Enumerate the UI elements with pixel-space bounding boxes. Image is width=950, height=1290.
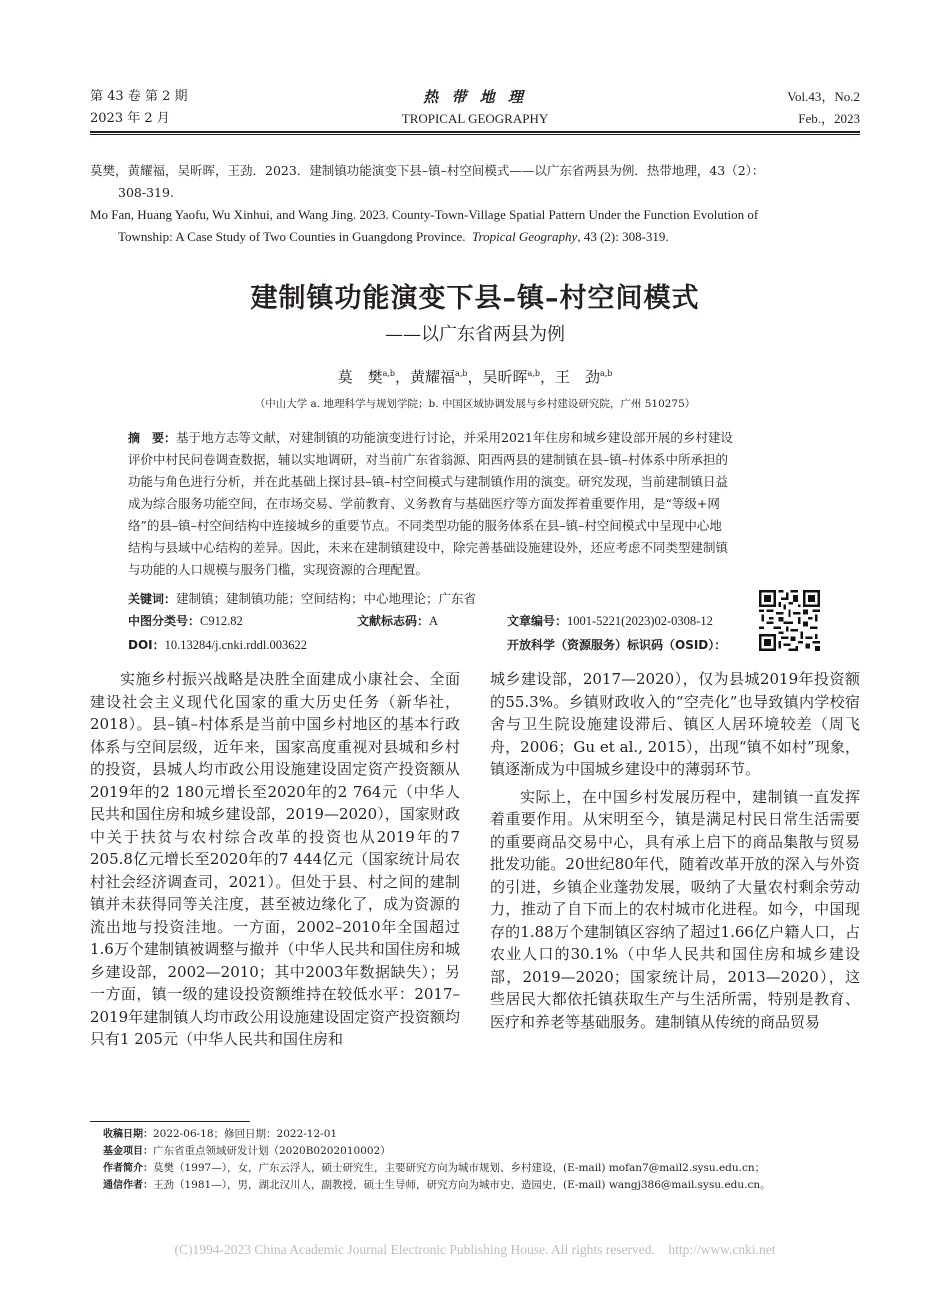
article-title: 建制镇功能演变下县–镇–村空间模式 [250, 283, 700, 314]
footnote-rule [90, 1121, 250, 1122]
abstract-line: 结构与县域中心结构的差异。因此，未来在建制镇建设中，除完善基础设施建设外，还应考虑不同类型建制镇 [128, 540, 729, 555]
doc-value: A [429, 614, 439, 628]
author-2 [410, 368, 467, 386]
body-paragraph: 城乡建设部，2017—2020），仅为县城2019年投资额的55.3%。乡镇财政收入的“空壳化”也导致镇内学校宿舍与卫生院设施建设滞后、镇区人居环境较差（周飞舟，2006；Gu et al., 2015），出现“镇不如村”现象，镇逐渐成为中国城乡建设中的薄弱环节。 [490, 670, 860, 778]
clc-value: C912.82 [200, 614, 243, 628]
doi-value: 10.13284/j.cnki.rddl.003622 [164, 638, 307, 652]
author-name: 王 劲 [554, 368, 600, 386]
corresponding-label: 通信作者： [103, 1180, 153, 1191]
article-no-label: 文章编号： [507, 614, 568, 628]
author-sup: a,b [455, 369, 468, 378]
body-paragraph: 实施乡村振兴战略是决胜全面建成小康社会、全面建设社会主义现代化国家的重大历史任务（新华社，2018）。县–镇–村体系是当前中国乡村地区的基本行政体系与空间层级，近年来，国家高度重视对县城和乡村的投资，县城人均市政公用设施建设固定资产投资额从2019年的2 180元增长至2020年的2 764元（中华人民共和国住房和城乡建设部，2019—2020），国家财政中关于扶贫与农村综合改革的投资也从2019年的7 205.8亿元增长至2020年的7 444亿元（国家统计局农村社会经济调查司，2021）。但处于县、村之间的建制镇并未获得同等关注度，甚至被边缘化了，成为资源的流出地与投资洼地。一方面，2002–2010年全国超过1.6万个建制镇被调整与撤并（中华人民共和国住房和城乡建设部，2002—2010；其中2003年数据缺失）；另一方面，镇一级的建设投资额维持在较低水平：2017–2019年建制镇人均市政公用设施建设固定资产投资额均只有1 205元（中华人民共和国住房和 [90, 670, 460, 1048]
doi-label: DOI： [128, 638, 165, 652]
citation-en [90, 204, 865, 248]
abstract-line [128, 427, 828, 449]
body-paragraph: 实际上，在中国乡村发展历程中，建制镇一直发挥着重要作用。从宋明至今，镇是满足村民日常生活需要的重要商品交易中心，具有承上启下的商品集散与贸易批发功能。20世纪80年代，随着改革开放的深入与外资的引进，乡镇企业蓬勃发展，吸纳了大量农村剩余劳动力，推动了自下而上的农村城市化进程。如今，中国现存的1.88万个建制镇区容纳了超过1.66亿户籍人口，占农业人口的30.1%（中华人民共和国住房和城乡建设部，2019—2020；国家统计局，2013—2020），这些居民大都依托镇获取生产与生活所需，特别是教育、医疗和养老等基础服务。建制镇从传统的商品贸易 [490, 787, 860, 1031]
author-separator: ， [467, 368, 483, 386]
keywords-label: 关键词： [128, 592, 177, 606]
issue-date-cn: 2023 年 2 月 [90, 111, 170, 126]
author-3 [483, 368, 540, 386]
received-label: 收稿日期： [103, 1129, 153, 1140]
author-1 [338, 368, 395, 386]
abstract-line: 成为综合服务功能空间，在市场交易、学前教育、义务教育与基础医疗等方面发挥着重要作用，是“等级+网 [128, 496, 720, 511]
abstract-line: 功能与角色进行分析，并在此基础上探讨县–镇–村空间模式与建制镇作用的演变。研究发现，当前建制镇日益 [128, 474, 729, 489]
author-sup: a,b [599, 369, 613, 378]
author-separator: ， [395, 368, 411, 386]
keywords [128, 588, 476, 610]
article-number [507, 610, 713, 632]
affiliation: （中山大学 a. 地理科学与规划学院；b. 中国区域协调发展与乡村建设研究院，广州 510275） [254, 398, 696, 410]
copyright-line: (C)1994-2023 China Academic Journal Electronic Publishing House. All rights reserved. http://www.cnki.net [174, 1242, 776, 1257]
journal-name-cn: 热 带 地 理 [423, 88, 527, 106]
footnote-author [103, 1160, 873, 1177]
clc-label: 中图分类号： [128, 614, 201, 628]
header-rule-top [90, 131, 860, 133]
author-info-label: 作者简介： [103, 1163, 153, 1174]
footnote-fund [103, 1143, 873, 1160]
author-separator: ， [539, 368, 555, 386]
article-subtitle: ——以广东省两县为例 [385, 324, 565, 345]
citation-cn-line2: 308-319. [118, 185, 174, 200]
author-name: 莫 樊 [337, 368, 383, 386]
received-value: 2022-06-18；修回日期：2022-12-01 [153, 1128, 338, 1140]
abstract-label: 摘 要： [128, 431, 177, 445]
header-rule-bottom [90, 134, 860, 135]
citation-en-line1: Mo Fan, Huang Yaofu, Wu Xinhui, and Wang Jing. 2023. County-Town-Village Spatial Pattern Under the Function Evolution of [90, 207, 759, 222]
author-info-value: 莫樊（1997—），女，广东云浮人，硕士研究生，主要研究方向为城市规划、乡村建设，(E-mail) mofan7@mail2.sysu.edu.cn； [153, 1162, 766, 1174]
author-4 [555, 368, 612, 386]
volume-issue: 第 43 卷 第 2 期 [90, 89, 188, 104]
author-sup: a,b [382, 369, 396, 378]
footnote-received [103, 1126, 873, 1143]
citation-journal: Tropical Geography [472, 229, 578, 244]
citation-en-line2 [90, 226, 865, 248]
journal-name-en: TROPICAL GEOGRAPHY [401, 111, 549, 126]
abstract [128, 427, 828, 581]
abstract-text: 基于地方志等文献，对建制镇的功能演变进行讨论，并采用2021年住房和城乡建设部开展的乡村建设 [176, 430, 733, 445]
abstract-line: 与功能的人口规模与服务门槛，实现资源的合理配置。 [128, 562, 429, 577]
footnote-corresponding [103, 1177, 873, 1194]
issue-date-en: Feb.，2023 [798, 111, 860, 126]
document-code [357, 610, 438, 632]
doi [128, 634, 307, 656]
author-name: 黄耀福 [410, 368, 456, 386]
keywords-text: 建制镇；建制镇功能；空间结构；中心地理论；广东省 [176, 591, 477, 606]
osid-label: 开放科学（资源服务）标识码（OSID）： [507, 638, 727, 652]
citation-cn [90, 160, 865, 204]
fund-label: 基金项目： [103, 1146, 153, 1157]
author-sup: a,b [527, 369, 540, 378]
abstract-line: 评价中村民问卷调查数据，辅以实地调研，对当前广东省翁源、阳西两县的建制镇在县–镇–村体系中所承担的 [128, 452, 729, 467]
footnotes [103, 1126, 873, 1194]
body-right-column [490, 668, 860, 1033]
body-left-column [90, 668, 460, 1051]
citation-cn-line1: 莫樊，黄耀福，吴昕晖，王劲．2023．建制镇功能演变下县–镇–村空间模式——以广东省两县为例．热带地理，43（2）： [90, 163, 765, 178]
fund-value: 广东省重点领域研发计划（2020B0202010002） [153, 1145, 391, 1157]
citation-en-text: Township: A Case Study of Two Counties in Guangdong Province. [118, 229, 466, 244]
abstract-line: 络”的县–镇–村空间结构中连接城乡的重要节点。不同类型功能的服务体系在县–镇–村空间模式中呈现中心地 [128, 518, 722, 533]
doc-label: 文献标志码： [357, 614, 430, 628]
volume-en: Vol.43，No.2 [787, 89, 860, 104]
corresponding-value: 王劲（1981—），男，湖北汉川人，副教授，硕士生导师，研究方向为城市史、造园史，(E-mail) wangj386@mail.sysu.edu.cn。 [153, 1179, 771, 1191]
author-list [90, 366, 860, 387]
citation-en-pages: , 43 (2): 308-319. [577, 229, 669, 244]
clc-number [128, 610, 243, 632]
author-name: 吴昕晖 [482, 368, 528, 386]
article-no-value: 1001-5221(2023)02-0308-12 [567, 614, 713, 628]
qr-code-icon [759, 590, 820, 651]
